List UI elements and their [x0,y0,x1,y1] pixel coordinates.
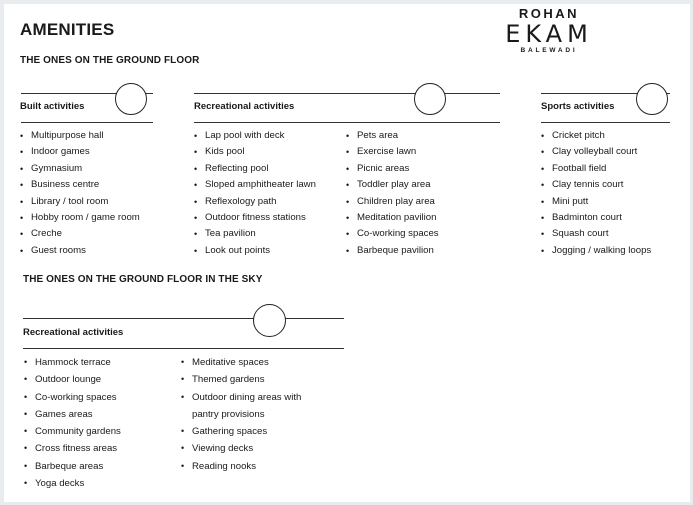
list-item: • Exercise lawn [346,144,439,160]
built-bottom-rule [21,122,153,123]
list-item: • Reading nooks [181,458,301,475]
list-item: • Outdoor fitness stations [194,210,316,226]
sky-circle-icon [253,304,286,337]
list-item: • Barbeque areas [24,458,121,475]
sky-list-col2 [181,354,301,475]
list-item: • Look out points [194,243,316,259]
list-item: • Hobby room / game room [20,210,140,226]
page-title: AMENITIES [20,20,115,39]
list-item: • Outdoor dining areas with [181,389,301,406]
list-item: • Children play area [346,194,439,210]
list-item: • Picnic areas [346,161,439,177]
list-item: • Meditative spaces [181,354,301,371]
list-item: • Reflecting pool [194,161,316,177]
list-item: • Barbeque pavilion [346,243,439,259]
ground-floor-heading: THE ONES ON THE GROUND FLOOR [20,55,200,66]
list-item: • Viewing decks [181,440,301,457]
brand-project: EKAM [505,20,593,48]
sky-recreational-label: Recreational activities [23,327,124,338]
sports-activities-list [541,128,651,259]
list-item: • Outdoor lounge [24,371,121,388]
list-item: • Games areas [24,406,121,423]
list-item: • Mini putt [541,194,651,210]
list-item: • Toddler play area [346,177,439,193]
brand-logo [474,6,624,54]
sports-activities-label: Sports activities [541,101,615,112]
list-item: • Pets area [346,128,439,144]
list-item-continuation: pantry provisions [192,408,265,420]
recreational-list-col2 [346,128,439,259]
sports-bottom-rule [541,122,670,123]
recreational-activities-label: Recreational activities [194,101,295,112]
list-item: • Co-working spaces [24,389,121,406]
list-item: • Kids pool [194,144,316,160]
list-item: • Jogging / walking loops [541,243,651,259]
list-item: • Guest rooms [20,243,140,259]
list-item: • Co-working spaces [346,226,439,242]
list-item: • Lap pool with deck [194,128,316,144]
list-item: • Cross fitness areas [24,440,121,457]
sky-list-col1 [24,354,121,492]
built-circle-icon [115,83,147,115]
list-item: • Multipurpose hall [20,128,140,144]
list-item: • Tea pavilion [194,226,316,242]
list-item: • Gymnasium [20,161,140,177]
list-item: • Football field [541,161,651,177]
recreational-circle-icon [414,83,446,115]
list-item: • Clay volleyball court [541,144,651,160]
list-item: • Indoor games [20,144,140,160]
recreational-top-rule [194,93,500,94]
sports-circle-icon [636,83,668,115]
list-item: • Hammock terrace [24,354,121,371]
amenities-sheet [4,4,690,502]
list-item: • Creche [20,226,140,242]
sky-bottom-rule [23,348,344,349]
built-activities-label: Built activities [20,101,85,112]
list-item: • Yoga decks [24,475,121,492]
list-item: • Business centre [20,177,140,193]
list-item: • Clay tennis court [541,177,651,193]
list-item: • Themed gardens [181,371,301,388]
list-item: • Squash court [541,226,651,242]
list-item: • Library / tool room [20,194,140,210]
brand-name: ROHAN [518,6,580,21]
list-item: • Cricket pitch [541,128,651,144]
list-item: • Badminton court [541,210,651,226]
list-item: • Gathering spaces [181,423,301,440]
sky-top-rule [23,318,344,319]
recreational-bottom-rule [194,122,500,123]
recreational-list-col1 [194,128,316,259]
list-item: • Sloped amphitheater lawn [194,177,316,193]
list-item: • Meditation pavilion [346,210,439,226]
built-activities-list [20,128,140,259]
brand-location: BALEWADI [520,47,578,54]
sky-heading: THE ONES ON THE GROUND FLOOR IN THE SKY [23,274,263,285]
list-item: • Community gardens [24,423,121,440]
list-item: • Reflexology path [194,194,316,210]
